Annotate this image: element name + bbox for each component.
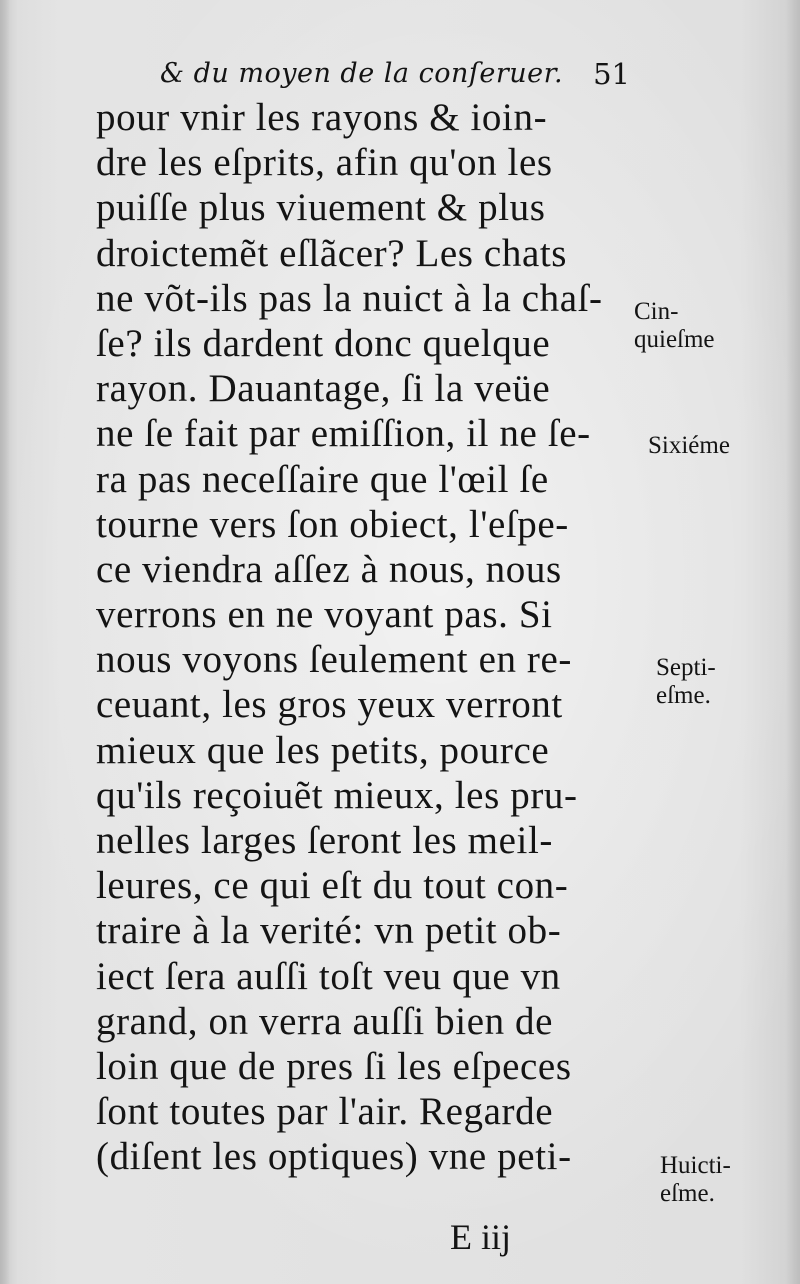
text-line: ceuant, les gros yeux verront <box>96 683 563 727</box>
text-line: traire à la verité: vn petit ob- <box>96 909 562 953</box>
text-line: ne ſe fait par emiſſion, il ne ſe- <box>96 412 591 456</box>
margin-note-line: quieſme <box>634 326 715 353</box>
margin-note-line: Huicti- <box>660 1152 731 1179</box>
text-line: qu'ils reçoiuẽt mieux, les pru- <box>96 773 578 817</box>
text-line: ce viendra aſſez à nous, nous <box>96 547 562 591</box>
running-head: & du moyen de la conſeruer. <box>160 58 564 89</box>
text-line: iect ſera auſſi toſt veu que vn <box>96 954 561 998</box>
text-line: ra pas neceſſaire que l'œil ſe <box>96 457 549 501</box>
text-line: loin que de pres ſi les eſpeces <box>96 1044 572 1088</box>
margin-note-sixieme <box>648 432 730 460</box>
text-line: puiſſe plus viuement & plus <box>96 186 546 230</box>
signature-mark: E iij <box>450 1217 511 1257</box>
text-line: rayon. Dauantage, ſi la veüe <box>96 367 551 411</box>
page-right-edge-shadow <box>786 0 800 1284</box>
text-line: (diſent les optiques) vne peti- <box>96 1135 572 1179</box>
text-line: pour vnir les rayons & ioin- <box>96 96 548 139</box>
text-line: tourne vers ſon obiect, l'eſpe- <box>96 502 569 546</box>
margin-note-line: Septi- <box>656 654 716 681</box>
margin-note-huictiesme <box>660 1152 731 1208</box>
text-line: ſe? ils dardent donc quelque <box>96 321 551 365</box>
margin-note-line: Sixiéme <box>648 432 730 459</box>
text-line: grand, on verra auſſi bien de <box>96 999 554 1043</box>
text-line: leures, ce qui eſt du tout con- <box>96 864 569 908</box>
margin-note-line: eſme. <box>656 682 711 709</box>
text-line: ſont toutes par l'air. Regarde <box>96 1090 554 1134</box>
page-number: 51 <box>593 57 630 91</box>
page-header <box>160 52 630 96</box>
margin-note-cinquiesme <box>634 298 715 354</box>
margin-note-line: Cin- <box>634 298 679 325</box>
text-line: verrons en ne voyant pas. Si <box>96 593 553 637</box>
text-line: nelles larges ſeront les meil- <box>96 819 553 862</box>
text-line: ne võt-ils pas la nuict à la chaſ- <box>96 276 603 320</box>
body-text <box>96 95 656 1180</box>
text-line: nous voyons ſeulement en re- <box>96 638 573 682</box>
text-line: mieux que les petits, pource <box>96 728 550 772</box>
page-left-edge-shadow <box>0 0 10 1284</box>
margin-note-line: eſme. <box>660 1180 715 1207</box>
margin-note-septiesme <box>656 654 716 710</box>
text-line: droictemẽt eſlãcer? Les chats <box>96 231 568 275</box>
text-line: dre les eſprits, afin qu'on les <box>96 141 553 185</box>
